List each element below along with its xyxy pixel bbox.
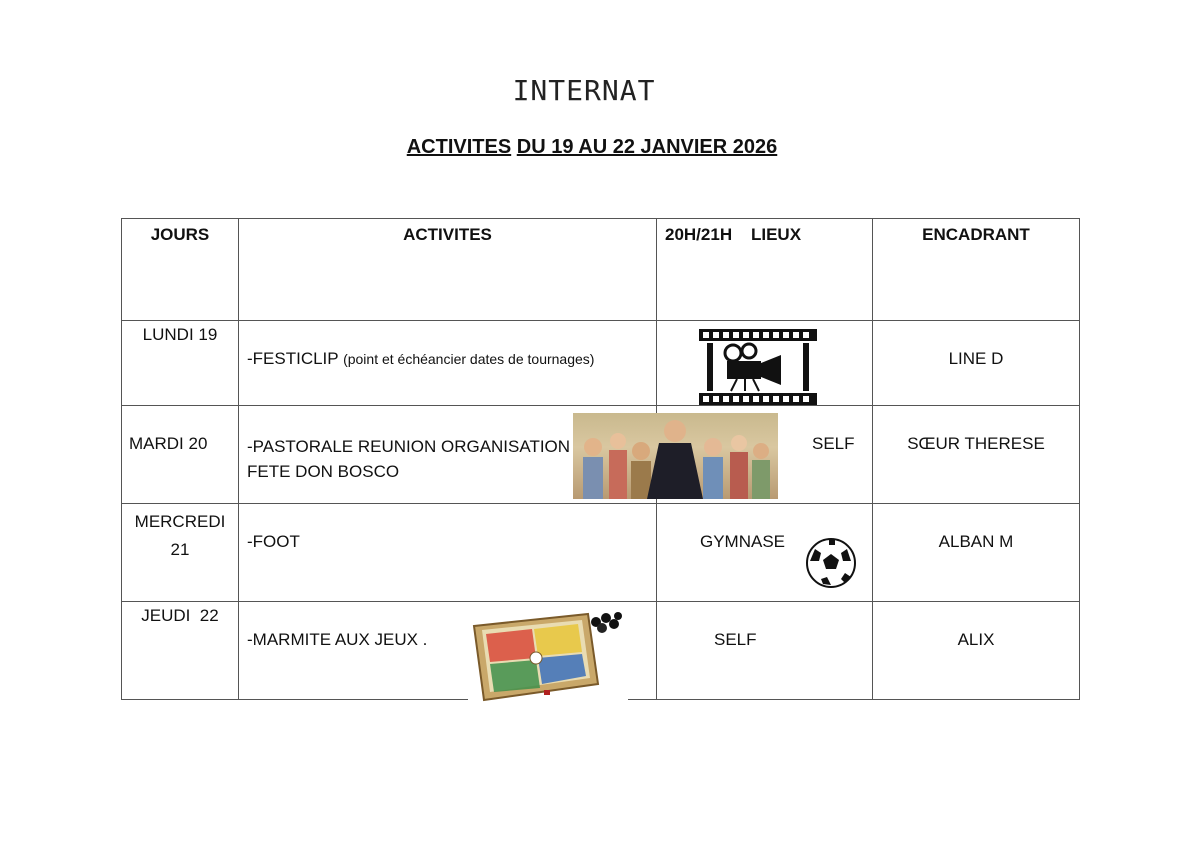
activity-cell bbox=[239, 321, 657, 406]
supervisor-cell bbox=[873, 321, 1080, 406]
table-row bbox=[122, 321, 1080, 406]
location-label: GYMNASE bbox=[700, 532, 786, 551]
activity-note: (point et échéancier dates de tournages) bbox=[343, 351, 595, 367]
location-label: SELF bbox=[714, 630, 757, 649]
location-cell bbox=[657, 321, 873, 406]
day-cell bbox=[122, 602, 239, 700]
table-row bbox=[122, 406, 1080, 504]
activity-cell bbox=[239, 602, 657, 700]
board-game-icon bbox=[468, 604, 628, 702]
activity-label: -MARMITE AUX JEUX . bbox=[247, 630, 428, 649]
soccer-ball-icon bbox=[805, 537, 857, 589]
supervisor-label: LINE D bbox=[948, 349, 1004, 368]
location-cell bbox=[657, 406, 873, 504]
header-lieux: 20H/21H LIEUX bbox=[657, 219, 873, 321]
activity-label: -FESTICLIP bbox=[247, 349, 339, 368]
supervisor-label: ALBAN M bbox=[938, 532, 1014, 551]
header-jours: JOURS bbox=[122, 219, 239, 321]
activity-label-line2: FETE DON BOSCO bbox=[247, 462, 400, 481]
subtitle-activities: ACTIVITES bbox=[406, 136, 512, 158]
table-header-row bbox=[122, 219, 1080, 321]
location-cell bbox=[657, 602, 873, 700]
header-activites: ACTIVITES bbox=[239, 219, 657, 321]
activity-cell bbox=[239, 406, 657, 504]
subtitle-dates: DU 19 AU 22 JANVIER 2026 bbox=[516, 136, 778, 158]
supervisor-cell bbox=[873, 406, 1080, 504]
header-encadrant: ENCADRANT bbox=[873, 219, 1080, 321]
location-cell bbox=[657, 504, 873, 602]
film-camera-icon bbox=[697, 327, 819, 407]
supervisor-cell bbox=[873, 504, 1080, 602]
activity-label: -FOOT bbox=[247, 532, 300, 551]
day-label-line2: 21 bbox=[170, 540, 190, 559]
day-cell bbox=[122, 504, 239, 602]
supervisor-cell bbox=[873, 602, 1080, 700]
day-label: MARDI 20 bbox=[129, 434, 208, 453]
day-cell bbox=[122, 321, 239, 406]
activity-label-line1: -PASTORALE REUNION ORGANISATION bbox=[247, 437, 571, 456]
supervisor-label: ALIX bbox=[957, 630, 995, 649]
location-label: SELF bbox=[812, 434, 855, 453]
day-label-line1: MERCREDI bbox=[134, 512, 226, 531]
table-row bbox=[122, 602, 1080, 700]
day-label: JEUDI 22 bbox=[141, 606, 219, 625]
day-label: LUNDI 19 bbox=[142, 325, 218, 344]
page-subtitle bbox=[0, 136, 1184, 159]
page-title: INTERNAT bbox=[512, 74, 656, 107]
activity-cell bbox=[239, 504, 657, 602]
day-cell bbox=[122, 406, 239, 504]
supervisor-label: SŒUR THERESE bbox=[907, 434, 1045, 453]
table-row bbox=[122, 504, 1080, 602]
activity-schedule-table bbox=[121, 218, 1080, 700]
